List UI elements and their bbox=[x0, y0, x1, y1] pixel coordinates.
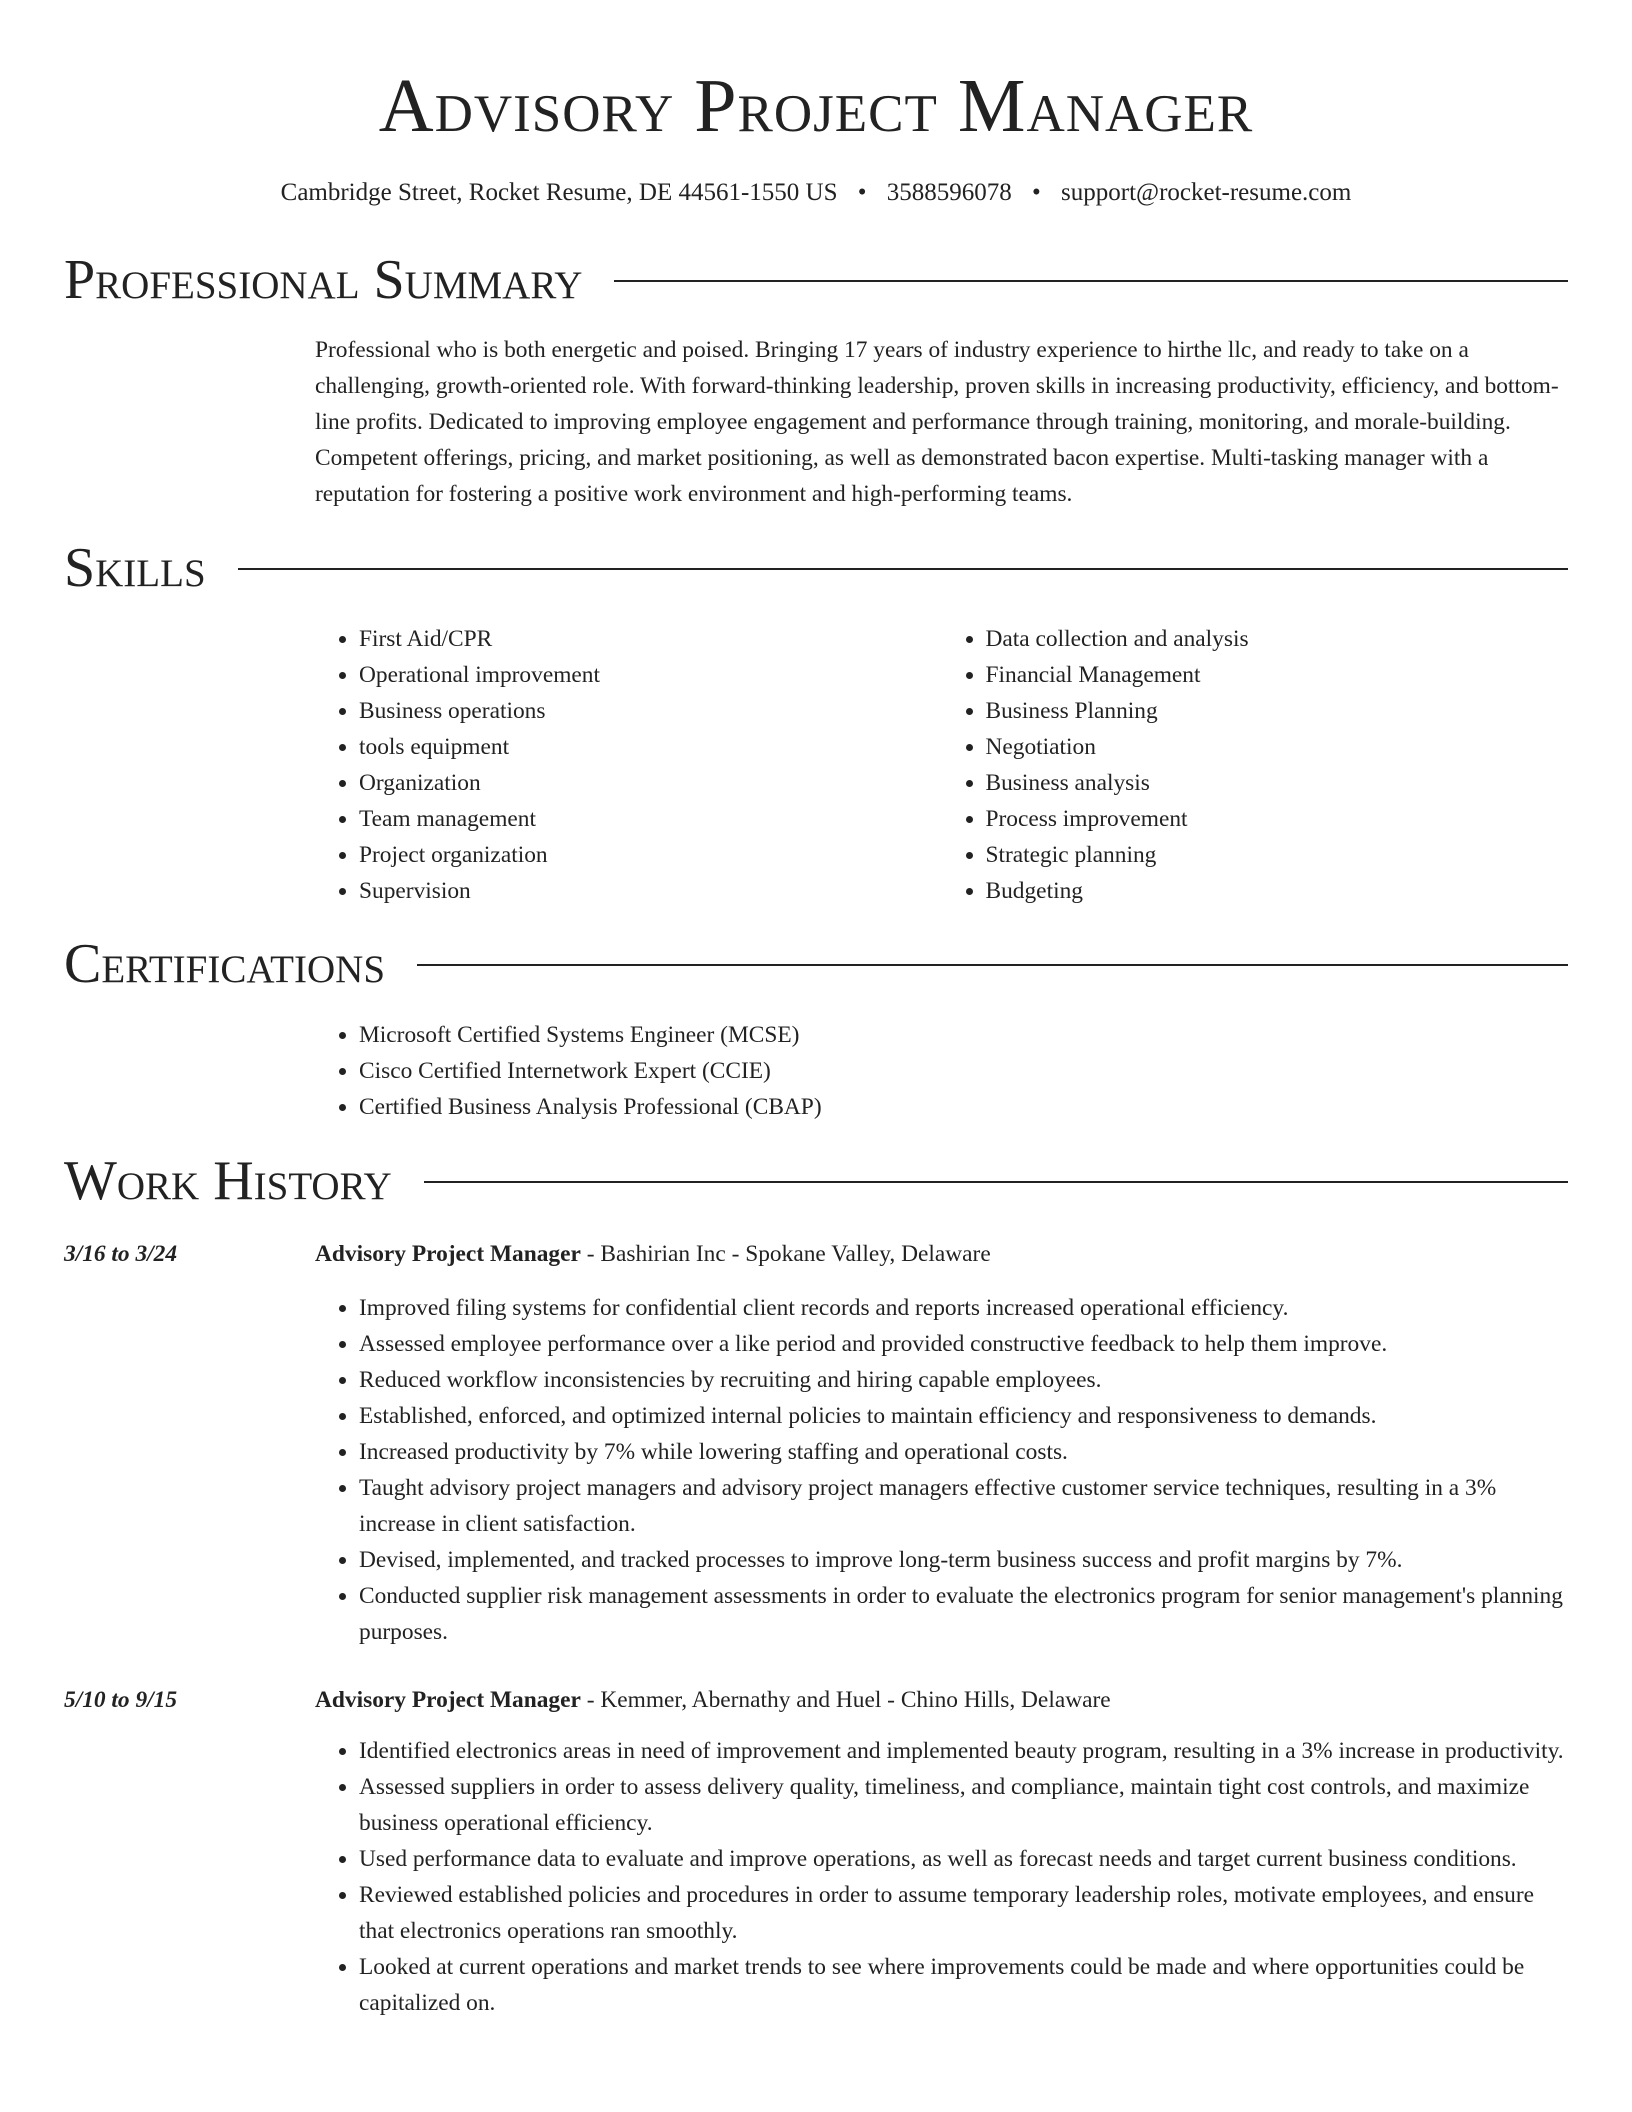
summary-heading: Professional Summary bbox=[64, 249, 583, 311]
summary-section-header bbox=[64, 245, 1568, 315]
certification-item: • Certified Business Analysis Professional (CBAP) bbox=[359, 1089, 1568, 1125]
section-divider bbox=[417, 964, 1568, 966]
job-dates: 5/10 to 9/15 bbox=[64, 1687, 178, 1713]
contact-email: support@rocket-resume.com bbox=[1061, 179, 1352, 206]
job-title-line bbox=[315, 1236, 991, 1272]
contact-separator: • bbox=[1032, 179, 1041, 206]
skill-item: • Organization bbox=[359, 765, 942, 801]
certifications-section-header bbox=[64, 929, 1568, 999]
skill-item: • First Aid/CPR bbox=[359, 621, 942, 657]
job-header bbox=[64, 1682, 1568, 1718]
skills-column-left bbox=[315, 621, 942, 909]
skill-item: • Business Planning bbox=[986, 693, 1569, 729]
contact-address: Cambridge Street, Rocket Resume, DE 44561-1550 US bbox=[280, 179, 838, 206]
summary-text: Professional who is both energetic and poised. Bringing 17 years of industry experience to hirthe llc, and ready to take on a challenging, growth-oriented role. With forward-thinking leadership, proven skills in increasing productivity, efficiency, and bottom-line profits. Dedicated to improving employee engagement and performance through training, monitoring, and morale-building. Competent offerings, pricing, and market positioning, as well as demonstrated bacon expertise. Multi-tasking manager with a reputation for fostering a positive work environment and high-performing teams. bbox=[315, 337, 1559, 507]
skill-item: • Process improvement bbox=[986, 801, 1569, 837]
job-bullet: • Established, enforced, and optimized internal policies to maintain efficiency and responsiveness to demands. bbox=[359, 1398, 1568, 1434]
skills-heading: Skills bbox=[64, 537, 206, 599]
skill-item: • Business operations bbox=[359, 693, 942, 729]
skills-list bbox=[315, 621, 1568, 909]
job-bullets bbox=[315, 1733, 1568, 2021]
job-company-location: - Kemmer, Abernathy and Huel - Chino Hills, Delaware bbox=[580, 1687, 1111, 1713]
certifications-heading: Certifications bbox=[64, 933, 386, 995]
skill-item: • Financial Management bbox=[986, 657, 1569, 693]
skill-item: • Strategic planning bbox=[986, 837, 1569, 873]
skills-section-header bbox=[64, 533, 1568, 603]
job-bullet: • Improved filing systems for confidential client records and reports increased operational efficiency. bbox=[359, 1290, 1568, 1326]
job-header bbox=[64, 1236, 1568, 1272]
job-entry bbox=[64, 1236, 1568, 1650]
contact-phone: 3588596078 bbox=[886, 179, 1012, 206]
job-bullet: • Identified electronics areas in need of improvement and implemented beauty program, resulting in a 3% increase in productivity. bbox=[359, 1733, 1568, 1769]
skill-item: • Operational improvement bbox=[359, 657, 942, 693]
skill-item: • Project organization bbox=[359, 837, 942, 873]
certification-item: • Cisco Certified Internetwork Expert (CCIE) bbox=[359, 1053, 1568, 1089]
job-role: Advisory Project Manager bbox=[315, 1241, 581, 1267]
job-bullet: • Reduced workflow inconsistencies by recruiting and hiring capable employees. bbox=[359, 1362, 1568, 1398]
work-history-heading: Work History bbox=[64, 1150, 392, 1212]
section-divider bbox=[614, 280, 1568, 282]
job-bullet: • Conducted supplier risk management assessments in order to evaluate the electronics program for senior management's planning purposes. bbox=[359, 1578, 1568, 1650]
job-bullet: • Devised, implemented, and tracked processes to improve long-term business success and profit margins by 7%. bbox=[359, 1542, 1568, 1578]
skill-item: • Team management bbox=[359, 801, 942, 837]
section-divider bbox=[424, 1181, 1568, 1183]
section-divider bbox=[238, 568, 1568, 570]
certifications-list bbox=[315, 1017, 1568, 1125]
contact-line bbox=[64, 176, 1568, 210]
job-title-line bbox=[315, 1682, 1111, 1718]
job-bullet: • Assessed employee performance over a like period and provided constructive feedback to help them improve. bbox=[359, 1326, 1568, 1362]
certification-item: • Microsoft Certified Systems Engineer (MCSE) bbox=[359, 1017, 1568, 1053]
work-history-section-header bbox=[64, 1146, 1568, 1216]
skill-item: • Business analysis bbox=[986, 765, 1569, 801]
job-entry bbox=[64, 1682, 1568, 2021]
job-bullet: • Increased productivity by 7% while lowering staffing and operational costs. bbox=[359, 1434, 1568, 1470]
job-bullet: • Taught advisory project managers and advisory project managers effective customer service techniques, resulting in a 3% increase in client satisfaction. bbox=[359, 1470, 1568, 1542]
skills-column-right bbox=[942, 621, 1569, 909]
skill-item: • Budgeting bbox=[986, 873, 1569, 909]
job-bullet: • Looked at current operations and market trends to see where improvements could be made and where opportunities could be capitalized on. bbox=[359, 1949, 1568, 2021]
job-role: Advisory Project Manager bbox=[315, 1687, 581, 1713]
job-bullets bbox=[315, 1290, 1568, 1650]
skill-item: • Data collection and analysis bbox=[986, 621, 1569, 657]
skill-item: • Negotiation bbox=[986, 729, 1569, 765]
skill-item: • tools equipment bbox=[359, 729, 942, 765]
skill-item: • Supervision bbox=[359, 873, 942, 909]
job-dates: 3/16 to 3/24 bbox=[64, 1241, 178, 1267]
candidate-name: Advisory Project Manager bbox=[378, 64, 1254, 148]
job-bullet: • Used performance data to evaluate and improve operations, as well as forecast needs and target current business conditions. bbox=[359, 1841, 1568, 1877]
job-bullet: • Assessed suppliers in order to assess delivery quality, timeliness, and compliance, maintain tight cost controls, and maximize business operational efficiency. bbox=[359, 1769, 1568, 1841]
job-bullet: • Reviewed established policies and procedures in order to assume temporary leadership roles, motivate employees, and ensure that electronics operations ran smoothly. bbox=[359, 1877, 1568, 1949]
contact-separator: • bbox=[857, 179, 867, 206]
job-company-location: - Bashirian Inc - Spokane Valley, Delaware bbox=[580, 1241, 991, 1267]
